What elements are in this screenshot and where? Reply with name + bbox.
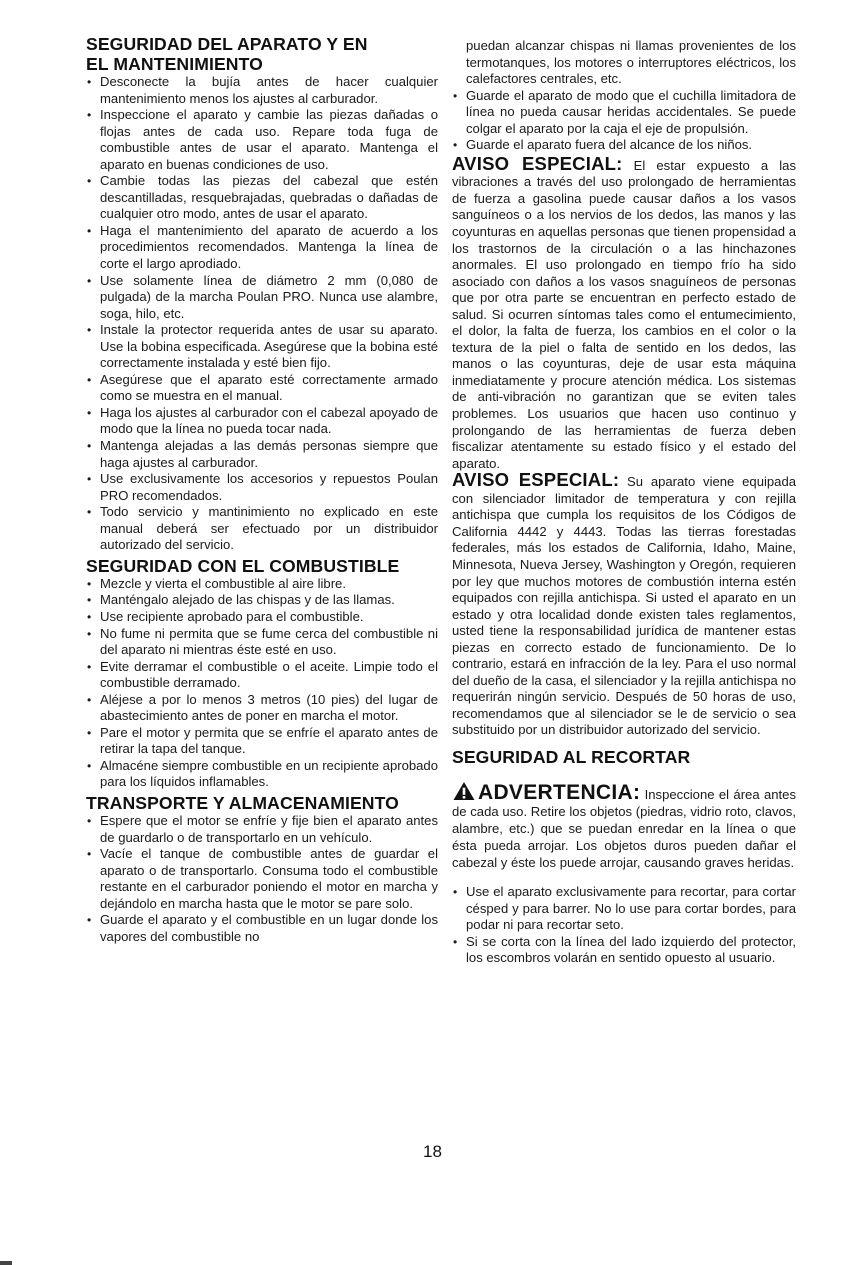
right-column xyxy=(452,38,796,969)
list-item: • Evite derramar el combustible o el aceite. Limpie todo el combustible derramado. xyxy=(86,659,438,692)
list-item: • Guarde el aparato de modo que el cuchilla limitadora de línea no pueda causar heridas accidentales. Se puede colgar el aparato por la caja el eje de propulsión. xyxy=(452,88,796,138)
storage-list xyxy=(452,88,796,154)
notice-text: El estar expuesto a las vibraciones a través del uso prolongado de herramientas de fuerza a gasolina puede causar daños a los vasos sanguíneos o a los nervios de los dedos, las manos y las coyunturas en aquellas personas que tienen propensidad a los trastornos de la circulación o a las hinchazones anormales. El uso prolongado en tiempo frío ha sido asociado con daños a los vasos snaguíneos de personas que por otra parte se encuentran en perfecto estado de salud. Si ocurren síntomas tales como el entumecimiento, el dolor, la falta de fuerza, los cambios en el color o la textura de la piel o falta de sentido en los dedos, las manos o las coyunturas, deje de usar esta máquina inmediatamente y procure atención médica. Los sistemas de anti-vibración no garantizan que se eviten tales problemes. Los usuarios que hacen uso continuo y prolongando de las herramientas de fuerza deben fiscalizar atentamente su estado físico y el estado del aparato. xyxy=(452,157,797,471)
list-item: • Manténgalo alejado de las chispas y de las llamas. xyxy=(86,592,438,609)
warning-paragraph xyxy=(452,781,796,871)
left-column xyxy=(86,34,438,947)
warning-text: Inspeccione el área antes de cada uso. Retire los objetos (piedras, vidrio roto, clavos, alambre, etc.) que se puedan enredar en la línea o que ésta pueda arrojar. Los objetos duros pueden dañar el cabezal y éste los puede arrojar, causando graves heridas. xyxy=(452,786,796,870)
trimming-list xyxy=(452,884,796,967)
list-item: • Instale la protector requerida antes de usar su aparato. Use la bobina especificada. Asegúrese que la bobina esté correctamente instalada y esté bien fijo. xyxy=(86,322,438,372)
heading-transport-storage: TRANSPORTE Y ALMACENAMIENTO xyxy=(86,792,399,813)
fuel-list xyxy=(86,576,438,791)
list-item: • Aléjese a por lo menos 3 metros (10 pies) del lugar de abastecimiento antes de poner en marcha el motor. xyxy=(86,692,438,725)
list-item: • Si se corta con la línea del lado izquierdo del protector, los escombros volarán en sentido opuesto al usuario. xyxy=(452,934,796,967)
list-item: • Haga el mantenimiento del aparato de acuerdo a los procedimientos recomendados. Mantenga la línea de corte el largo aprodiado. xyxy=(86,223,438,273)
list-item: • Desconecte la bujía antes de hacer cualquier mantenimiento menos los ajustes al carburador. xyxy=(86,74,438,107)
notice-vibration xyxy=(452,152,797,472)
list-item: • Guarde el aparato y el combustible en un lugar donde los vapores del combustible no xyxy=(86,912,438,945)
list-item: • Vacíe el tanque de combustible antes de guardar el aparato o de transportarlo. Consuma todo el combustible restante en el carburador poniendo el motor en marcha y dejándolo en marcha hasta que le motor se pare solo. xyxy=(86,846,438,912)
list-item: • No fume ni permita que se fume cerca del combustible ni del aparato ni mientras éste esté en uso. xyxy=(86,626,438,659)
notice-label: AVISO ESPECIAL: xyxy=(452,152,623,174)
transport-list xyxy=(86,813,438,945)
warning-label: ADVERTENCIA: xyxy=(478,780,641,804)
list-item: • Almacéne siempre combustible en un recipiente aprobado para los líquidos inflamables. xyxy=(86,758,438,791)
warning-icon xyxy=(452,781,476,801)
page-number: 18 xyxy=(423,1142,442,1161)
heading-maintenance-safety-1: SEGURIDAD DEL APARATO Y EN xyxy=(86,34,368,54)
list-item: • Use solamente línea de diámetro 2 mm (0,080 de pulgada) de la marcha Poulan PRO. Nunca use alambre, soga, hilo, etc. xyxy=(86,273,438,323)
list-item: • Use el aparato exclusivamente para recortar, para cortar césped y para barrer. No lo use para cortar bordes, para podar ni para recortar seto. xyxy=(452,884,796,934)
list-item: • Pare el motor y permita que se enfríe el aparato antes de retirar la tapa del tanque. xyxy=(86,725,438,758)
list-item: • Use recipiente aprobado para el combustible. xyxy=(86,609,438,626)
notice-text: Su aparato viene equipada con silenciador limitador de temperatura y con rejilla antichispa que cumpla los requisitos de los Códigos de California 4442 y 4443. Todas las tierras forestadas federales, más los estados de California, Idaho, Maine, Minnesota, Nueva Jersey, Washington y Oregón, requieren por ley que muchos motores de combustión interna estén equipados con rejilla antichispa. Si usted el aparato en un estado y otra localidad donde existen tales reglamentos, usted tiene la responsabilidad jurídica de mantener estas piezas en correcto estado de funcionamiento. De lo contrario, estará en infracción de la ley. Para el uso normal del dueño de la casa, el silenciador y la rejilla antichispa no requerirán ningún servicio. Después de 50 horas de uso, recomendamos que al silenciador se le de servicio o sea substituido por un distribuidor autorizado del servicio. xyxy=(452,474,797,738)
continued-text: puedan alcanzar chispas ni llamas provenientes de los termotanques, los motores o interruptores eléctricos, los calefactores centrales, etc. xyxy=(466,38,796,87)
list-item: • Todo servicio y mantinimiento no explicado en este manual deberá ser efectuado por un distribuidor autorizado del servicio. xyxy=(86,504,438,554)
notice-label: AVISO ESPECIAL: xyxy=(452,469,620,491)
list-item: • Mezcle y vierta el combustible al aire libre. xyxy=(86,576,438,593)
heading-trimming-safety: SEGURIDAD AL RECORTAR xyxy=(452,746,691,767)
heading-fuel-safety: SEGURIDAD CON EL COMBUSTIBLE xyxy=(86,555,400,576)
heading-maintenance-safety-2: EL MANTENIMIENTO xyxy=(86,54,263,74)
list-item: • Mantenga alejadas a las demás personas siempre que haga ajustes al carburador. xyxy=(86,438,438,471)
list-item: • Cambie todas las piezas del cabezal que estén descantilladas, resquebrajadas, quebradas o dañadas de cualquier otro modo, antes de usar el aparato. xyxy=(86,173,438,223)
maintenance-list xyxy=(86,74,438,554)
notice-spark-arrester xyxy=(452,469,797,739)
scan-mark xyxy=(0,1261,12,1265)
list-item: • Inspeccione el aparato y cambie las piezas dañadas o flojas antes de cada uso. Repare toda fuga de combustible antes de usar el aparato. Mantenga el aparato en buenas condiciones de uso. xyxy=(86,107,438,173)
list-item: • Haga los ajustes al carburador con el cabezal apoyado de modo que la línea no pueda tocar nada. xyxy=(86,405,438,438)
list-item: • Guarde el aparato fuera del alcance de los niños. xyxy=(452,137,796,154)
list-item: • Use exclusivamente los accesorios y repuestos Poulan PRO recomendados. xyxy=(86,471,438,504)
list-item: • Asegúrese que el aparato esté correctamente armado como se muestra en el manual. xyxy=(86,372,438,405)
list-item: • Espere que el motor se enfríe y fije bien el aparato antes de guardarlo o de transportarlo en un vehículo. xyxy=(86,813,438,846)
